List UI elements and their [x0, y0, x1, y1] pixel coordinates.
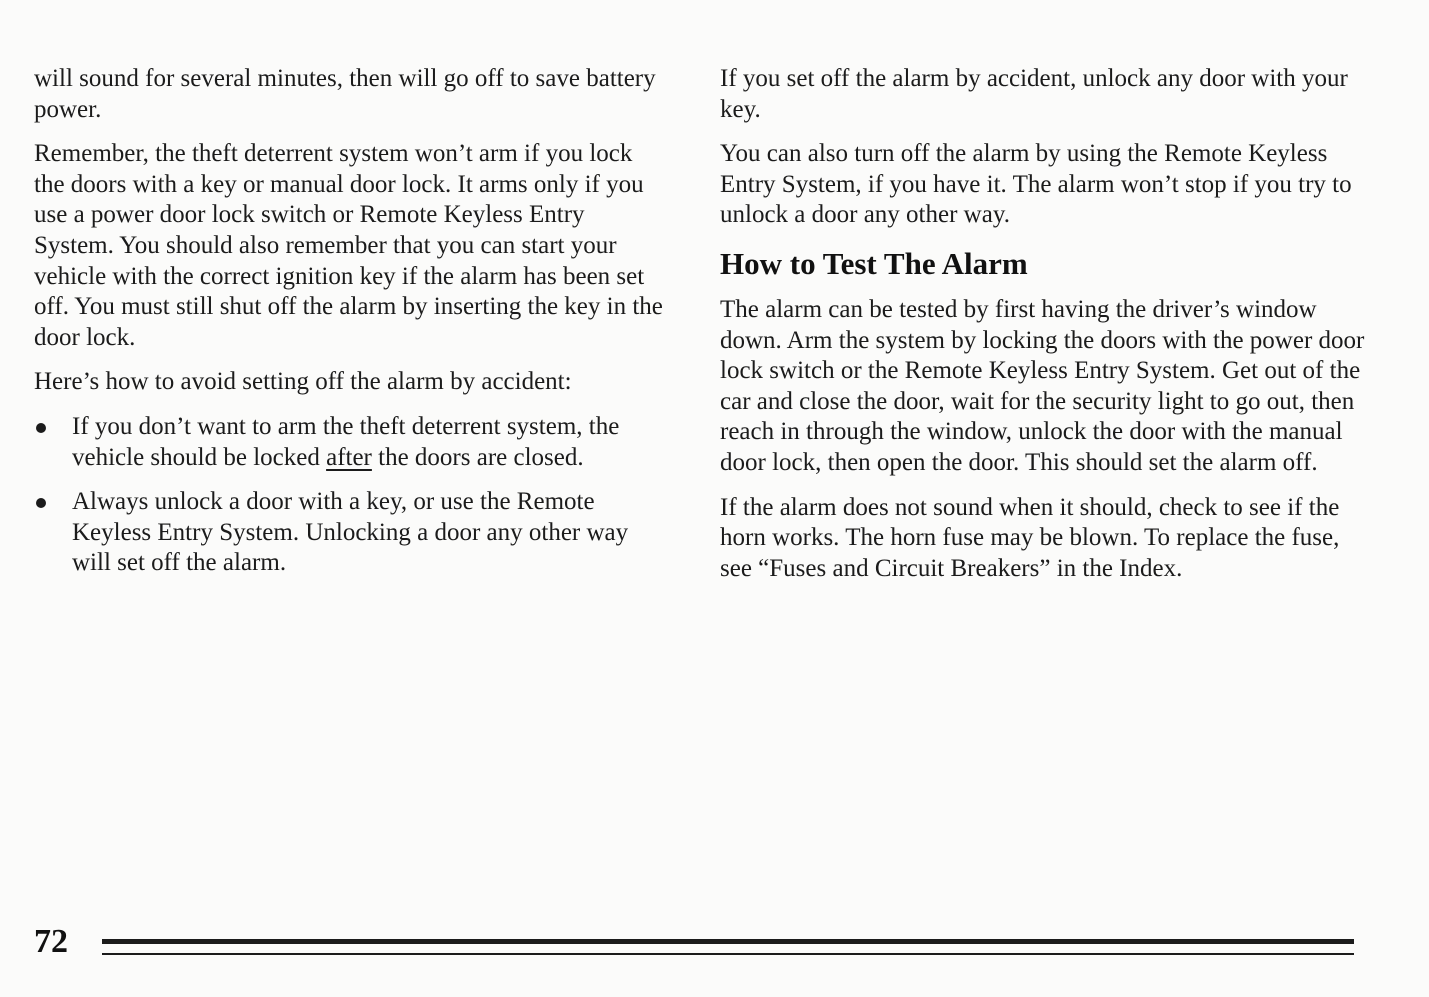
section-heading: How to Test The Alarm: [720, 245, 1028, 281]
page-number: 72: [34, 923, 68, 960]
list-item: [34, 487, 664, 579]
paragraph-horn-fuse: If the alarm does not sound when it should, check to see if the horn works. The horn fuse may be blown. To replace the fuse, see “Fuses and Circuit Breakers” in the Index.: [720, 493, 1340, 582]
bullet-text-before: If you don’t want to arm the theft deterrent system, the vehicle should be locked: [72, 412, 620, 471]
emphasis-after: after: [326, 443, 372, 471]
bullet-text-after: the doors are closed.: [371, 443, 584, 471]
bullet-icon: [36, 498, 46, 508]
paragraph-battery-power: will sound for several minutes, then will go off to save battery power.: [34, 65, 656, 123]
avoid-alarm-list: [34, 412, 664, 579]
footer-rule-thin: [102, 953, 1354, 955]
paragraph-remote-turn-off: You can also turn off the alarm by using the Remote Keyless Entry System, if you have it. The alarm won’t stop if you try to unlock a door any other way.: [720, 140, 1352, 229]
paragraph-test-procedure: The alarm can be tested by first having the driver’s window down. Arm the system by locking the doors with the power door lock switch or the Remote Keyless Entry System. Get out of the car and close the door, wait for the security light to go out, then reach in through the window, unlock the door with the manual door lock, then open the door. This should set the alarm off.: [720, 295, 1365, 476]
paragraph-avoid-intro: Here’s how to avoid setting off the alarm by accident:: [34, 368, 572, 396]
left-column: [34, 64, 664, 593]
paragraph-accidental-alarm: If you set off the alarm by accident, unlock any door with your key.: [720, 65, 1348, 123]
footer-rule: [102, 939, 1354, 944]
list-item: [34, 412, 664, 473]
bullet-icon: [36, 423, 46, 433]
right-column: [720, 64, 1365, 598]
bullet-text: Always unlock a door with a key, or use the Remote Keyless Entry System. Unlocking a door any other way will set off the alarm.: [72, 488, 629, 577]
paragraph-arming-reminder: Remember, the theft deterrent system won’t arm if you lock the doors with a key or manual door lock. It arms only if you use a power door lock switch or Remote Keyless Entry System. You should also remember that you can start your vehicle with the correct ignition key if the alarm has been set off. You must still shut off the alarm by inserting the key in the door lock.: [34, 140, 663, 351]
